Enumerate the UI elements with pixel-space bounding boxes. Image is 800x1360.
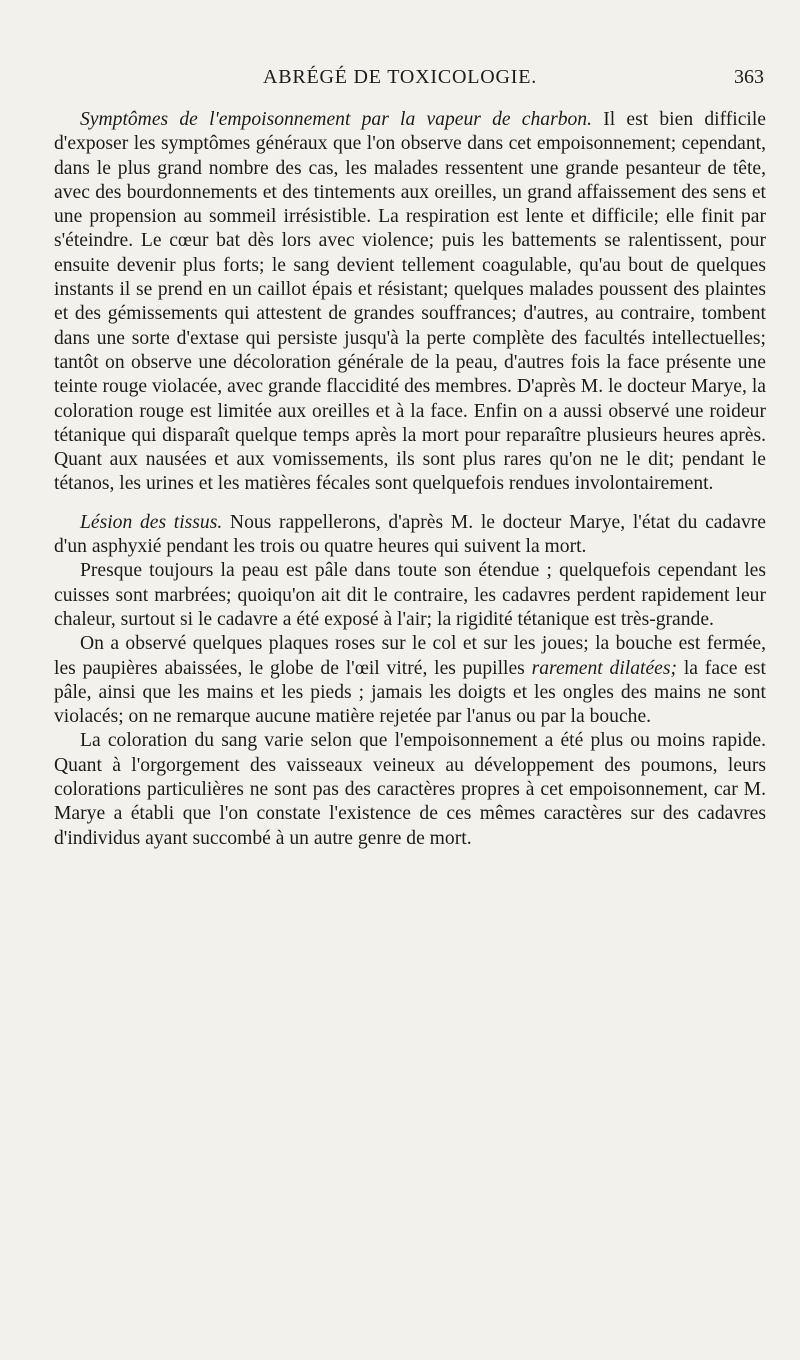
running-title: ABRÉGÉ DE TOXICOLOGIE. bbox=[262, 66, 538, 88]
face-text-italic: rarement dilatées; bbox=[531, 657, 678, 679]
paragraph-skin bbox=[54, 559, 766, 632]
section-heading-symptoms: Symptômes de l'empoisonnement par la vapeur de charbon. bbox=[80, 109, 593, 130]
skin-text: Presque toujours la peau est pâle dans toute son étendue ; quelquefois cependant les cuisses sont marbrées; quoiqu'on ait dit le contraire, les cadavres perdent rapidement leur chaleur, surtout si le cadavre a été exposé à l'air; la rigidité tétanique est très-grande. bbox=[54, 560, 766, 630]
tissue-lesion-text: Nous rappellerons, d'après M. le docteur Marye, l'état du cadavre d'un asphyxié pendant les trois ou quatre heures qui suivent la mort. bbox=[54, 511, 766, 558]
body-text bbox=[54, 108, 766, 851]
page-number: 363 bbox=[734, 66, 764, 88]
paragraph-symptoms bbox=[54, 108, 766, 497]
section-heading-tissue-lesion: Lésion des tissus. bbox=[80, 511, 223, 533]
symptoms-text: Il est bien difficile d'exposer les symptômes généraux que l'on observe dans cet empoisonnement; cependant, dans le plus grand nombre des cas, les malades ressentent une grande pesanteur de tête, avec des bourdonnements et des tintements aux oreilles, un grand affaissement des sens et une propension au sommeil irrésistible. La respiration est lente et difficile; elle finit par s'éteindre. Le cœur bat dès lors avec violence; puis les battements se ralentissent, pour ensuite devenir plus forts; le sang devient tellement coagulable, qu'au bout de quelques instants il se prend en un caillot épais et résistant; quelques malades poussent des plaintes et des gémissements qui attestent de grandes souffrances; d'autres, au contraire, tombent dans une sorte d'extase qui persiste jusqu'à la perte complète des facultés intellectuelles; tantôt on observe une décoloration générale de la peau, d'autres fois la face présente une teinte rouge violacée, avec grande flaccidité des membres. D'après M. le docteur Marye, la coloration rouge est limitée aux oreilles et à la face. Enfin on a aussi observé une roideur tétanique qui disparaît quelque temps après la mort pour reparaître plusieurs heures après. Quant aux nausées et aux vomissements, ils sont plus rares qu'on ne le dit; pendant le tétanos, les urines et les matières fécales sont quelquefois rendues involontairement. bbox=[54, 109, 766, 495]
face-text-a: On a observé quelques plaques roses sur le col et sur les joues; la bouche est fermée, les paupières abaissées, le globe de l'œil vitré, les pupilles bbox=[54, 633, 766, 679]
paragraph-blood bbox=[54, 729, 766, 850]
paragraph-face bbox=[54, 632, 766, 729]
face-text-b: la face est pâle, ainsi que les mains et les pieds ; jamais les doigts et les ongles des mains ne sont violacés; on ne remarque aucune matière rejetée par l'anus ou par la bouche. bbox=[54, 657, 766, 728]
running-header bbox=[0, 66, 800, 90]
blood-text: La coloration du sang varie selon que l'empoisonnement a été plus ou moins rapide. Quant à l'orgorgement des vaisseaux veineux au développement des poumons, leurs colorations particulières ne sont pas des caractères propres à cet empoisonnement, car M. Marye a établi que l'on constate l'existence de ces mêmes caractères sur des cadavres d'individus ayant succombé à un autre genre de mort. bbox=[54, 730, 766, 849]
paragraph-tissue-lesion bbox=[54, 511, 766, 560]
